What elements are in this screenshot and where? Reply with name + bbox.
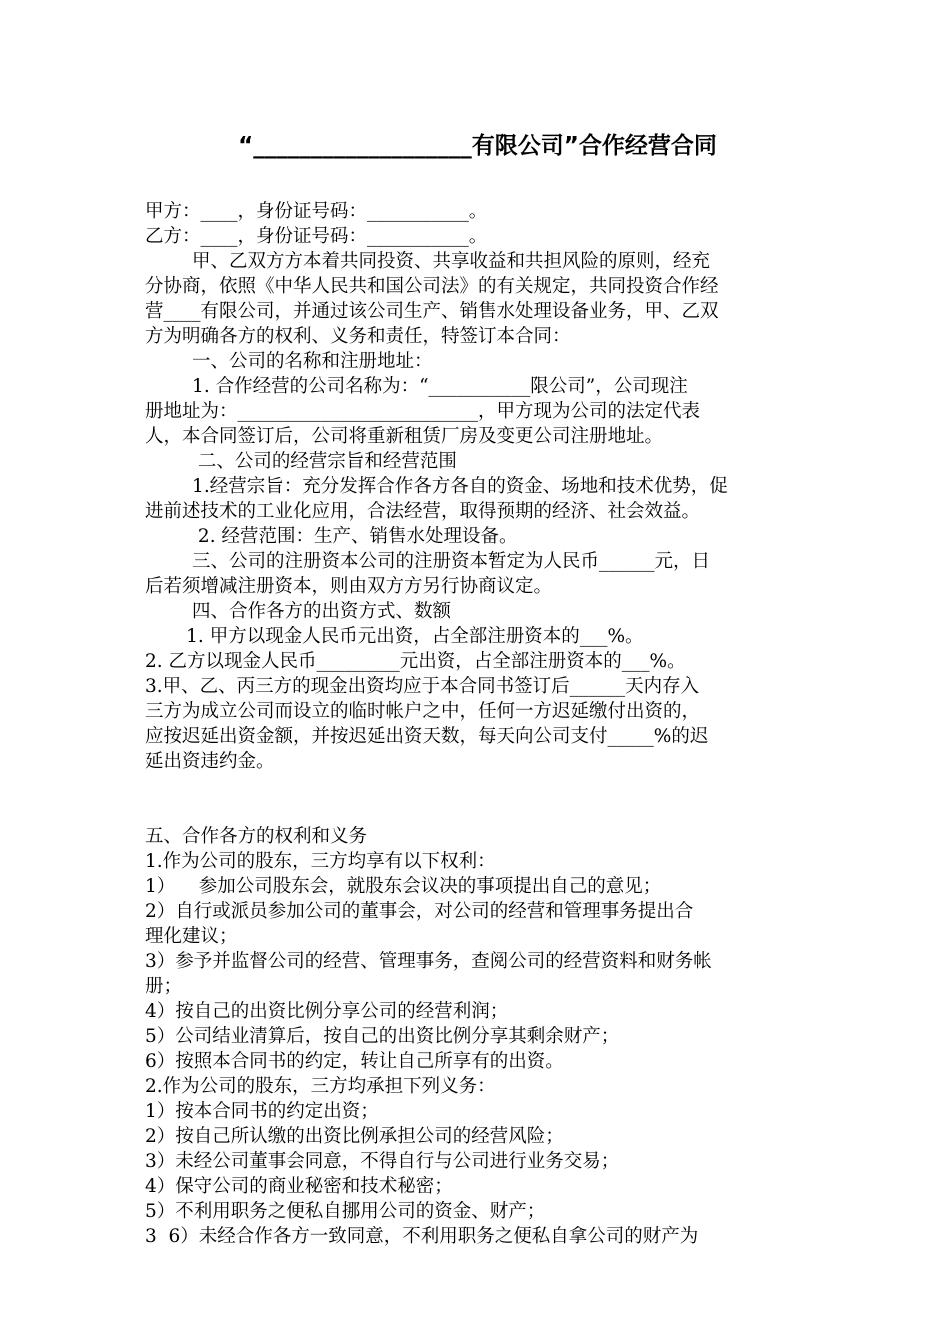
text-line: 应按迟延出资金额，并按迟延出资天数，每天向公司支付_____%的迟 <box>145 726 709 747</box>
text-line: 三方为成立公司而设立的临时帐户之中，任何一方迟延缴付出资的， <box>145 701 701 722</box>
section-heading: 一、公司的名称和注册地址： <box>145 351 433 372</box>
text-line: 分协商，依照《中华人民共和国公司法》的有关规定，共同投资合作经 <box>145 276 719 297</box>
list-item: 3）未经公司董事会同意，不得自行与公司进行业务交易； <box>145 1151 620 1172</box>
text-line: 进前述技术的工业化应用，合法经营，取得预期的经济、社会效益。 <box>145 501 701 522</box>
text-line: 人，本合同签订后，公司将重新租赁厂房及变更公司注册地址。 <box>145 426 664 447</box>
text-line: 方为明确各方的权利、义务和责任，特签订本合同： <box>145 326 571 347</box>
text-line: 1.作为公司的股东，三方均享有以下权利： <box>145 851 496 872</box>
text-line: 1. 甲方以现金人民币元出资，占全部注册资本的___%。 <box>145 626 644 647</box>
list-item: 4）按自己的出资比例分享公司的经营利润； <box>145 1001 509 1022</box>
list-item: 6）按照本合同书的约定，转让自己所享有的出资。 <box>145 1051 564 1072</box>
text-line: 营____有限公司，并通过该公司生产、销售水处理设备业务，甲、乙双 <box>145 301 719 322</box>
text-line: 2.作为公司的股东，三方均承担下列义务： <box>145 1076 496 1097</box>
section-heading: 五、合作各方的权利和义务 <box>145 826 368 847</box>
paragraph-gap <box>145 774 810 824</box>
list-item: 2）自行或派员参加公司的董事会，对公司的经营和管理事务提出合 <box>145 901 694 922</box>
text-line: 甲方：____，身份证号码：___________。 <box>145 201 488 222</box>
list-item: 1）按本合同书的约定出资； <box>145 1101 379 1122</box>
list-item: 册； <box>145 976 183 997</box>
section-heading: 二、公司的经营宗旨和经营范围 <box>145 451 457 472</box>
list-item: 理化建议； <box>145 926 238 947</box>
list-item: 3）参予并监督公司的经营、管理事务，查阅公司的经营资料和财务帐 <box>145 951 712 972</box>
list-item: 5）公司结业清算后，按自己的出资比例分享其剩余财产； <box>145 1026 620 1047</box>
text-line: 延出资违约金。 <box>145 751 275 772</box>
text-line: 2. 经营范围：生产、销售水处理设备。 <box>145 526 518 547</box>
list-item: 3 6）未经合作各方一致同意，不利用职务之便私自拿公司的财产为 <box>145 1226 699 1247</box>
list-item: 4）保守公司的商业秘密和技术秘密； <box>145 1176 453 1197</box>
document-body <box>145 199 810 1249</box>
list-item: 5）不利用职务之便私自挪用公司的资金、财产； <box>145 1201 546 1222</box>
text-line: 乙方：____，身份证号码：___________。 <box>145 226 488 247</box>
list-item: 2）按自己所认缴的出资比例承担公司的经营风险； <box>145 1126 564 1147</box>
document-title: “___________________有限公司”合作经营合同 <box>238 133 717 159</box>
text-line: 1. 合作经营的公司名称为：“___________限公司”，公司现注 <box>145 376 688 397</box>
text-line: 3.甲、乙、丙三方的现金出资均应于本合同书签订后______天内存入 <box>145 676 700 697</box>
text-line: 甲、乙双方方本着共同投资、共享收益和共担风险的原则，经充 <box>145 251 711 272</box>
list-item: 1） 参加公司股东会，就股东会议决的事项提出自己的意见； <box>145 876 662 897</box>
text-line: 册地址为：__________________________，甲方现为公司的法定代表 <box>145 401 701 422</box>
text-line: 三、公司的注册资本公司的注册资本暂定为人民币______元，日 <box>145 551 711 572</box>
section-heading: 四、合作各方的出资方式、数额 <box>145 601 452 622</box>
text-line: 1.经营宗旨：充分发挥合作各方各自的资金、场地和技术优势，促 <box>145 476 728 497</box>
text-line: 后若须增减注册资本，则由双方方另行协商议定。 <box>145 576 553 597</box>
text-line: 2. 乙方以现金人民币_________元出资，占全部注册资本的___%。 <box>145 651 686 672</box>
